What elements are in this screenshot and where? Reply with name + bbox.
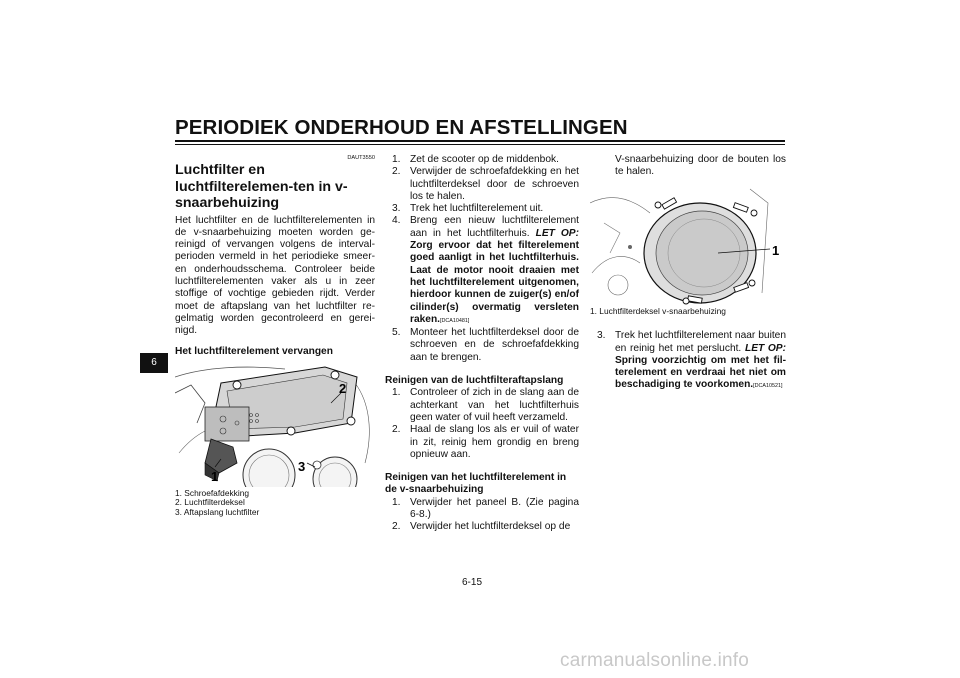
right-column: [590, 154, 786, 393]
watermark: carmanualsonline.info: [560, 650, 750, 671]
subheading-replace: Het luchtfilterelement vervangen: [175, 346, 333, 358]
figure-vbelt-cover: [590, 183, 786, 305]
caution-code: [DCA10481]: [440, 317, 470, 324]
heading-vbelt: Reinigen van het luchtfilterelement in de v-snaarbehuizing: [385, 472, 567, 496]
intro-paragraph: Het luchtfilter en de luchtfilterelementen in de v-snaarbehuizing moeten worden ge-reinigd of vervangen volgens de interval-perioden vermeld in het periodieke smeer-en onderhoudsschema. Controleer beide luchtfilterelementen vaker als u in zeer stoffige of vochtige gebieden rijdt. Verder moet de aftapslang van het luchtfilter re-gelmatig worden gecontroleerd en gerei-nigd.: [175, 214, 375, 337]
caption-item: 1. Schroefafdekking: [175, 487, 250, 498]
heading-hose: Reinigen van de luchtfilteraftapslang: [385, 375, 564, 387]
caption-item: 3. Aftapslang luchtfilter: [175, 507, 260, 518]
list-item: 4. Breng een nieuw luchtfilterelement aan in het luchtfilterhuis. LET OP: Zorg ervoor dat het filterelement goed aanligt in het luchtfilterhuis. Laat de motor nooit draaien met het luchtfilterelement uitgenomen, hierdoor kunnen de zuiger(s) en/of cilinder(s) overmatig versleten raken.[DCA10481]: [392, 215, 579, 325]
steps-vbelt: [385, 497, 579, 534]
continuation-text: V-snaarbehuizing door de bouten los te halen.: [615, 154, 786, 178]
title-rule: [175, 140, 785, 142]
page-number: 6-15: [462, 577, 483, 588]
title-rule-thin: [175, 144, 785, 145]
list-item: 2. Verwijder het luchtfilterdeksel op de: [392, 521, 571, 533]
caution-label: LET OP:: [535, 227, 579, 239]
list-item: 3. Trek het luchtfilterelement uit.: [392, 203, 544, 215]
fig-label-1: 1: [211, 468, 219, 484]
vbelt-cover-illustration: [590, 183, 786, 305]
left-column: [175, 154, 375, 518]
caution-code: [DCA10521]: [753, 383, 783, 390]
fig-label-3: 3: [298, 458, 306, 474]
caution-text: Zorg ervoor dat het filterelement goed aanligt in het luchtfilterhuis. Laat de motor nooit draaien met het luchtfilterelement uitgenomen, hierdoor kunnen de zuiger(s) en/of cilinder(s) overmatig versleten raken.: [410, 240, 579, 325]
list-item: 1. Zet de scooter op de middenbok.: [392, 154, 559, 165]
figure-airfilter-cover: [175, 363, 375, 487]
list-item: 1. Controleer of zich in de slang aan de achterkant van het luchtfilterhuis geen water of vuil heeft verzameld.: [392, 387, 579, 423]
caption-list: [175, 489, 375, 518]
caution-label: LET OP:: [744, 342, 786, 354]
fig-label-2: 2: [339, 380, 347, 396]
list-item: 1. Verwijder het paneel B. (Zie pagina 6-8.): [392, 496, 579, 521]
caption-item: 1. Luchtfilterdeksel v-snaarbehuizing: [590, 305, 726, 316]
section-title: Luchtfilter en luchtfilterelemen-ten in v-snaarbehuizing: [175, 162, 348, 211]
middle-column: [385, 154, 579, 534]
caption-item: 2. Luchtfilterdeksel: [175, 497, 245, 508]
page-title: PERIODIEK ONDERHOUD EN AFSTELLINGEN: [175, 116, 628, 139]
list-item: 5. Monteer het luchtfilterdeksel door de schroeven en de schroefafdekking aan te brengen.: [392, 327, 579, 363]
list-item: 3. Trek het luchtfilterelement naar buiten en reinig het met perslucht. LET OP: Spring voorzichtig om met het fil-terelement en verdraai het niet om beschadiging te voorkomen.[DCA10521]: [597, 330, 786, 391]
airfilter-illustration: [175, 363, 375, 487]
steps-hose: [385, 387, 579, 461]
steps-vbelt-cont: [590, 330, 786, 392]
list-item: 2. Verwijder de schroefafdekking en het luchtfilterdeksel door de schroeven los te halen.: [392, 166, 579, 202]
fig-label-1: 1: [772, 242, 780, 258]
chapter-tab: 6: [140, 353, 168, 373]
doc-code: DAUT3550: [347, 155, 375, 161]
list-item: 2. Haal de slang los als er vuil of water in zit, reinig hem grondig en breng opnieuw aan.: [392, 424, 579, 460]
caution-text: Spring voorzichtig om met het fil-terelement en verdraai het niet om beschadiging te voorkomen.: [615, 354, 786, 391]
steps-replace: [385, 154, 579, 364]
